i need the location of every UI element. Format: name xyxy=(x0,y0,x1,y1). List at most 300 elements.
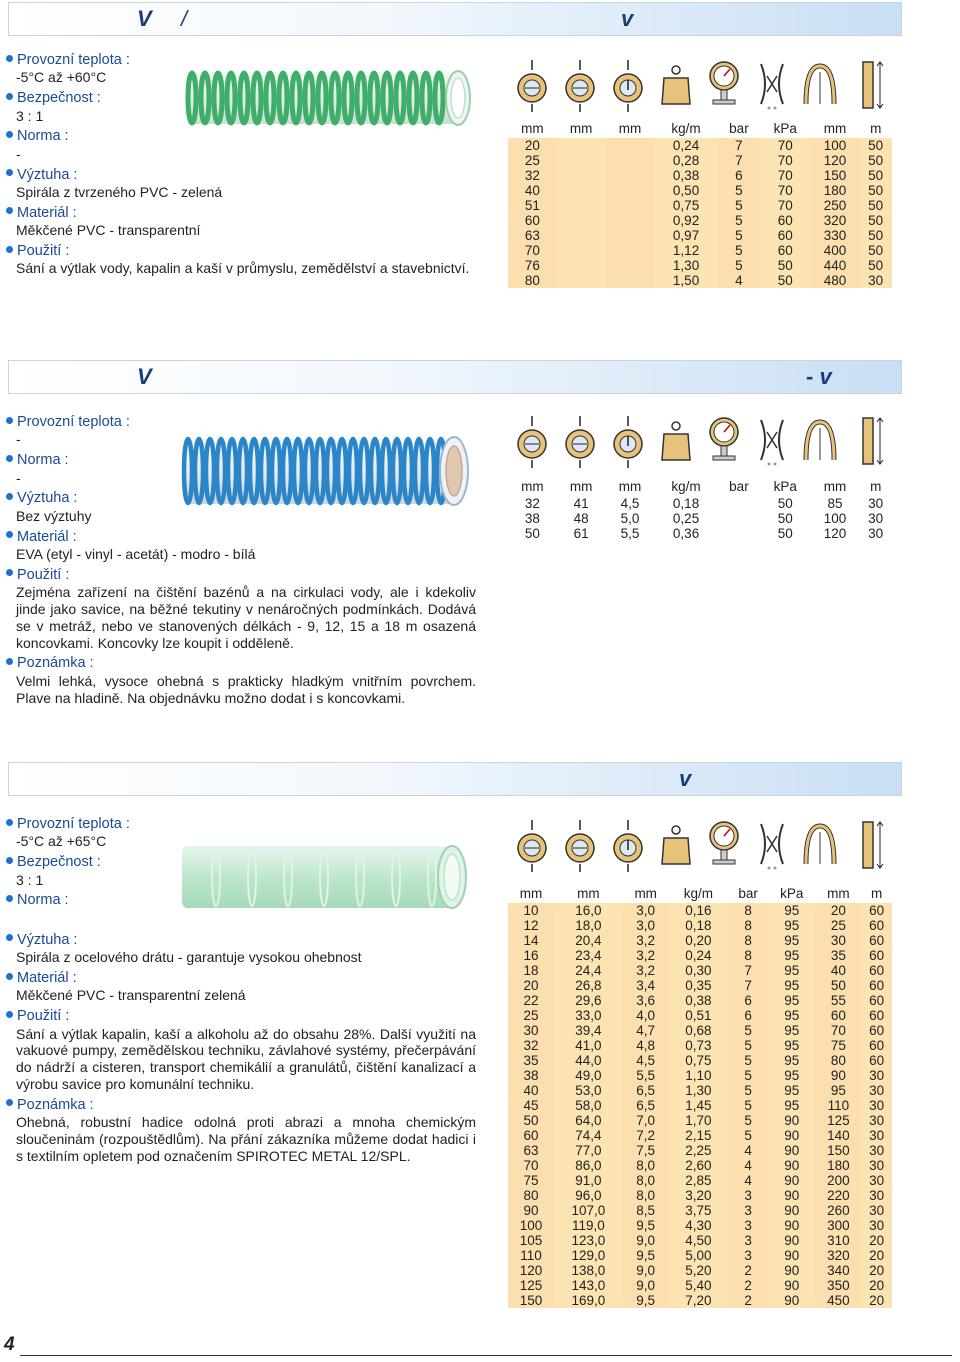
table-cell: 30 xyxy=(861,1143,892,1158)
table-cell: 8,0 xyxy=(623,1173,669,1188)
table-cell: 330 xyxy=(811,228,860,243)
table-cell: 32 xyxy=(508,1038,554,1053)
section-1-title-left: V xyxy=(137,6,152,31)
table-cell: 60 xyxy=(508,213,557,228)
table-cell xyxy=(606,213,655,228)
table-cell: 0,28 xyxy=(654,153,717,168)
table-cell: 8,0 xyxy=(623,1188,669,1203)
table-cell: 5 xyxy=(728,1113,768,1128)
info-label: Materiál : xyxy=(6,529,476,546)
table-row xyxy=(508,1128,892,1143)
table-row xyxy=(508,1218,892,1233)
table-cell: 5 xyxy=(728,1083,768,1098)
table-cell: 169,0 xyxy=(554,1293,623,1308)
table-cell: 8 xyxy=(728,903,768,918)
table-cell: 3,2 xyxy=(623,933,669,948)
table-cell: 90 xyxy=(768,1158,815,1173)
table-cell: 4,7 xyxy=(623,1023,669,1038)
unit-header: bar xyxy=(729,120,749,136)
footer-divider xyxy=(20,1355,952,1356)
table-cell: 1,12 xyxy=(654,243,717,258)
table-cell: 180 xyxy=(815,1158,861,1173)
unit-header: mm xyxy=(569,120,593,136)
info-material xyxy=(6,205,486,239)
info-label: Provozní teplota : xyxy=(6,52,486,69)
table-cell: 7,2 xyxy=(623,1128,669,1143)
table-cell: 40 xyxy=(815,963,861,978)
table-row xyxy=(508,963,892,978)
table-cell: 200 xyxy=(815,1173,861,1188)
table-cell: 1,70 xyxy=(669,1113,729,1128)
table-cell: 41,0 xyxy=(554,1038,623,1053)
table-cell: 53,0 xyxy=(554,1083,623,1098)
table-row xyxy=(508,1083,892,1098)
table-cell: 32 xyxy=(508,168,557,183)
info-value: Bez výztuhy xyxy=(16,507,92,524)
wall-thickness-icon xyxy=(611,818,645,874)
table-cell: 400 xyxy=(811,243,860,258)
table-cell: 96,0 xyxy=(554,1188,623,1203)
table-cell: 95 xyxy=(768,1038,815,1053)
table-cell: 50 xyxy=(760,273,810,288)
table-cell: 20 xyxy=(508,138,557,153)
table-cell: 110 xyxy=(815,1098,861,1113)
section-1-header-band xyxy=(8,2,902,36)
table-cell: 90 xyxy=(768,1218,815,1233)
table-cell: 90 xyxy=(768,1263,815,1278)
table-cell: 50 xyxy=(859,243,892,258)
section-2-header-band xyxy=(8,360,902,394)
section-3-header-band xyxy=(8,762,902,796)
unit-header: m xyxy=(870,478,882,494)
table-cell: 5 xyxy=(728,1038,768,1053)
table-cell: 70 xyxy=(760,168,810,183)
table-cell: 5 xyxy=(728,1068,768,1083)
table-cell: 120 xyxy=(823,526,847,541)
table-cell: 5 xyxy=(728,1128,768,1143)
table-cell xyxy=(718,526,760,541)
table-cell: 20 xyxy=(508,978,554,993)
table-cell: 90 xyxy=(768,1233,815,1248)
table-row xyxy=(508,1188,892,1203)
table-cell: 3,0 xyxy=(623,903,669,918)
table-cell: 8,5 xyxy=(623,1203,669,1218)
table-cell: 32 xyxy=(524,496,540,511)
table-cell: 1,30 xyxy=(669,1083,729,1098)
table-row xyxy=(508,1293,892,1308)
unit-header: mm xyxy=(577,885,600,901)
table-cell: 22 xyxy=(508,993,554,1008)
table-cell xyxy=(557,228,606,243)
table-cell: 4,5 xyxy=(623,1053,669,1068)
table-cell: 60 xyxy=(861,963,892,978)
table-cell: 20 xyxy=(861,1278,892,1293)
table-cell: 95 xyxy=(768,978,815,993)
table-cell: 50 xyxy=(859,228,892,243)
table-row xyxy=(508,1278,892,1293)
info-value: - xyxy=(16,145,21,162)
unit-header: kg/m xyxy=(671,120,701,136)
table-cell xyxy=(718,511,760,526)
info-value: Spirála z ocelového drátu - garantuje vysokou ohebnost xyxy=(16,949,362,966)
table-cell: 0,20 xyxy=(669,933,729,948)
table-cell: 77,0 xyxy=(554,1143,623,1158)
table-cell: 50 xyxy=(859,138,892,153)
table-cell: 0,38 xyxy=(669,993,729,1008)
table-cell: 125 xyxy=(508,1278,554,1293)
table-cell: 95 xyxy=(768,1068,815,1083)
info-value: Měkčené PVC - transparentní xyxy=(16,222,201,239)
inner-diameter-icon xyxy=(515,414,549,470)
table-cell: 150 xyxy=(811,168,860,183)
table-cell: 3 xyxy=(728,1233,768,1248)
table-cell: 90 xyxy=(508,1203,554,1218)
table-cell xyxy=(557,183,606,198)
table-cell: 41 xyxy=(573,496,589,511)
table-cell: 180 xyxy=(811,183,860,198)
table-cell: 95 xyxy=(768,948,815,963)
table-cell: 105 xyxy=(508,1233,554,1248)
section-1-table xyxy=(508,118,892,288)
table-cell: 8 xyxy=(728,918,768,933)
bend-radius-icon xyxy=(803,414,837,470)
table-cell xyxy=(606,168,655,183)
table-row xyxy=(508,1173,892,1188)
table-cell: 7 xyxy=(728,978,768,993)
table-cell: 95 xyxy=(768,903,815,918)
table-cell: 25 xyxy=(815,918,861,933)
table-cell xyxy=(606,243,655,258)
table-cell xyxy=(557,198,606,213)
bend-radius-icon xyxy=(803,58,837,114)
table-cell xyxy=(557,213,606,228)
table-cell: 120 xyxy=(508,1263,554,1278)
table-cell: 58,0 xyxy=(554,1098,623,1113)
table-row xyxy=(508,1248,892,1263)
table-row xyxy=(508,526,892,541)
table-cell xyxy=(606,228,655,243)
blue-spiral-hose-image xyxy=(178,428,478,514)
table-cell: 50 xyxy=(777,526,793,541)
info-label: Poznámka : xyxy=(6,1097,476,1114)
table-cell: 50 xyxy=(859,168,892,183)
info-label: Provozní teplota : xyxy=(6,816,476,833)
table-cell: 5 xyxy=(728,1098,768,1113)
table-cell: 95 xyxy=(768,918,815,933)
table-cell: 75 xyxy=(508,1173,554,1188)
pressure-gauge-icon xyxy=(707,414,741,470)
table-cell: 60 xyxy=(861,1023,892,1038)
table-cell: 7,0 xyxy=(623,1113,669,1128)
info-label: Bezpečnost : xyxy=(6,854,476,871)
table-cell: 50 xyxy=(508,1113,554,1128)
table-cell: 125 xyxy=(815,1113,861,1128)
table-cell: 5,40 xyxy=(669,1278,729,1293)
table-cell: 30 xyxy=(868,526,884,541)
table-cell: 49,0 xyxy=(554,1068,623,1083)
table-cell: 20,4 xyxy=(554,933,623,948)
table-cell: 5 xyxy=(728,1023,768,1038)
table-row xyxy=(508,903,892,918)
table-cell: 4 xyxy=(728,1173,768,1188)
table-cell: 30 xyxy=(861,1113,892,1128)
table-cell: 4,0 xyxy=(623,1008,669,1023)
table-cell: 0,92 xyxy=(654,213,717,228)
table-cell xyxy=(606,198,655,213)
table-cell: 8,0 xyxy=(623,1158,669,1173)
table-cell: 120 xyxy=(811,153,860,168)
table-cell xyxy=(718,496,760,511)
info-label: Norma : xyxy=(6,128,486,145)
unit-header: mm xyxy=(569,478,593,494)
table-cell: 45 xyxy=(508,1098,554,1113)
table-row xyxy=(508,1158,892,1173)
info-label: Výztuha : xyxy=(6,490,476,507)
outer-diameter-icon xyxy=(563,818,597,874)
table-cell: 60 xyxy=(760,228,810,243)
table-cell xyxy=(557,243,606,258)
table-cell: 2 xyxy=(728,1263,768,1278)
info-value: Měkčené PVC - transparentní zelená xyxy=(16,987,246,1004)
table-cell xyxy=(606,273,655,288)
table-cell: 90 xyxy=(768,1293,815,1308)
info-label: Materiál : xyxy=(6,970,476,987)
table-cell xyxy=(606,183,655,198)
table-cell: 95 xyxy=(768,1008,815,1023)
table-cell: 4,8 xyxy=(623,1038,669,1053)
table-cell: 20 xyxy=(815,903,861,918)
table-cell: 3 xyxy=(728,1248,768,1263)
table-cell: 0,36 xyxy=(672,526,700,541)
table-cell: 50 xyxy=(815,978,861,993)
table-cell: 14 xyxy=(508,933,554,948)
table-cell: 75 xyxy=(815,1038,861,1053)
table-row xyxy=(508,168,892,183)
info-value: Ohebná, robustní hadice odolná proti abrazi a mnoha chemickým sloučeninám (rozpouštědlům). Na přání zákazníka můžeme dodat hadici i s textilním opletem pod označením SPIROTEC METAL 12/SPL. xyxy=(16,1114,476,1164)
table-cell: 4,5 xyxy=(620,496,640,511)
info-label: Výztuha : xyxy=(6,932,476,949)
table-cell: 2 xyxy=(728,1278,768,1293)
table-cell: 95 xyxy=(768,1098,815,1113)
table-cell: 4,30 xyxy=(669,1218,729,1233)
table-cell: 6 xyxy=(728,993,768,1008)
table-cell: 95 xyxy=(768,933,815,948)
info-value: -5°C až +60°C xyxy=(16,69,107,86)
section-1-title-slash: / xyxy=(181,6,188,31)
table-cell: 16,0 xyxy=(554,903,623,918)
table-row xyxy=(508,1053,892,1068)
section-1-icon-row xyxy=(510,58,890,118)
table-cell: 95 xyxy=(768,963,815,978)
table-cell: 4,50 xyxy=(669,1233,729,1248)
table-cell: 95 xyxy=(768,1053,815,1068)
table-cell: 60 xyxy=(861,1053,892,1068)
table-cell: 30 xyxy=(508,1023,554,1038)
pressure-gauge-icon xyxy=(707,58,741,114)
info-value: - xyxy=(16,469,21,486)
table-cell: 150 xyxy=(815,1143,861,1158)
table-cell: 76 xyxy=(508,258,557,273)
table-cell: 3,75 xyxy=(669,1203,729,1218)
info-value: - xyxy=(16,431,21,448)
table-cell: 320 xyxy=(815,1248,861,1263)
table-cell: 63 xyxy=(508,1143,554,1158)
table-cell: 2,85 xyxy=(669,1173,729,1188)
table-cell: 5 xyxy=(718,228,760,243)
table-cell: 150 xyxy=(508,1293,554,1308)
table-cell: 0,18 xyxy=(672,496,700,511)
table-row xyxy=(508,1203,892,1218)
table-cell: 107,0 xyxy=(554,1203,623,1218)
table-cell: 0,30 xyxy=(669,963,729,978)
table-cell: 4 xyxy=(718,273,760,288)
table-row xyxy=(508,1068,892,1083)
table-cell: 0,38 xyxy=(654,168,717,183)
table-cell: 95 xyxy=(768,1083,815,1098)
table-cell: 10 xyxy=(508,903,554,918)
table-cell: 5,00 xyxy=(669,1248,729,1263)
table-cell: 63 xyxy=(508,228,557,243)
table-cell: 480 xyxy=(811,273,860,288)
table-cell: 30 xyxy=(859,273,892,288)
weight-icon xyxy=(659,414,693,470)
table-cell: 5 xyxy=(718,213,760,228)
unit-header: kPa xyxy=(780,885,804,901)
table-cell: 6,5 xyxy=(623,1083,669,1098)
table-cell: 1,30 xyxy=(654,258,717,273)
table-cell: 60 xyxy=(508,1128,554,1143)
inner-diameter-icon xyxy=(515,58,549,114)
table-cell: 38 xyxy=(508,1068,554,1083)
table-cell: 23,4 xyxy=(554,948,623,963)
vacuum-icon xyxy=(755,414,789,470)
table-cell: 5,5 xyxy=(623,1068,669,1083)
table-cell: 70 xyxy=(760,198,810,213)
table-cell xyxy=(557,168,606,183)
table-cell: 0,51 xyxy=(669,1008,729,1023)
table-cell: 20 xyxy=(861,1233,892,1248)
table-row xyxy=(508,258,892,273)
table-cell: 50 xyxy=(859,153,892,168)
table-cell: 2,15 xyxy=(669,1128,729,1143)
table-cell: 90 xyxy=(768,1278,815,1293)
table-cell: 30 xyxy=(815,933,861,948)
table-cell: 7 xyxy=(718,153,760,168)
section-3-table xyxy=(508,883,892,1308)
table-cell: 7 xyxy=(718,138,760,153)
table-cell: 80 xyxy=(508,1188,554,1203)
table-cell: 26,8 xyxy=(554,978,623,993)
green-transparent-hose-image xyxy=(176,836,476,916)
table-row xyxy=(508,1008,892,1023)
table-row xyxy=(508,1023,892,1038)
table-cell: 12 xyxy=(508,918,554,933)
table-row xyxy=(508,273,892,288)
table-cell: 95 xyxy=(768,993,815,1008)
table-cell: 310 xyxy=(815,1233,861,1248)
unit-header: bar xyxy=(729,478,749,494)
info-label: Norma : xyxy=(6,452,476,469)
table-cell: 0,50 xyxy=(654,183,717,198)
table-cell: 6 xyxy=(728,1008,768,1023)
info-value: 3 : 1 xyxy=(16,107,44,124)
info-label: Norma : xyxy=(6,892,476,909)
section-2-title-left: V xyxy=(137,364,152,389)
table-cell: 30 xyxy=(861,1203,892,1218)
length-icon xyxy=(851,818,885,874)
table-cell: 9,0 xyxy=(623,1263,669,1278)
table-row xyxy=(508,1143,892,1158)
table-cell: 30 xyxy=(861,1083,892,1098)
table-cell: 50 xyxy=(859,258,892,273)
table-cell: 50 xyxy=(524,526,540,541)
outer-diameter-icon xyxy=(563,58,597,114)
table-cell: 1,10 xyxy=(669,1068,729,1083)
table-cell: 55 xyxy=(815,993,861,1008)
table-cell: 9,5 xyxy=(623,1293,669,1308)
table-row xyxy=(508,153,892,168)
table-cell: 86,0 xyxy=(554,1158,623,1173)
table-row xyxy=(508,511,892,526)
table-cell: 8 xyxy=(728,948,768,963)
unit-header: mm xyxy=(823,120,847,136)
table-cell: 60 xyxy=(861,948,892,963)
table-cell: 35 xyxy=(508,1053,554,1068)
table-cell: 110 xyxy=(508,1248,554,1263)
table-cell: 30 xyxy=(861,1068,892,1083)
table-cell: 20 xyxy=(861,1293,892,1308)
table-cell: 80 xyxy=(815,1053,861,1068)
table-units-row xyxy=(508,118,892,138)
table-cell: 9,5 xyxy=(623,1248,669,1263)
table-cell: 50 xyxy=(859,183,892,198)
table-cell: 3 xyxy=(728,1218,768,1233)
table-cell: 140 xyxy=(815,1128,861,1143)
inner-diameter-icon xyxy=(515,818,549,874)
pressure-gauge-icon xyxy=(707,818,741,874)
table-cell: 3,20 xyxy=(669,1188,729,1203)
table-cell: 0,16 xyxy=(669,903,729,918)
table-cell: 340 xyxy=(815,1263,861,1278)
table-cell: 0,18 xyxy=(669,918,729,933)
table-row xyxy=(508,933,892,948)
table-cell: 9,0 xyxy=(623,1233,669,1248)
table-cell: 64,0 xyxy=(554,1113,623,1128)
unit-header: kg/m xyxy=(671,478,701,494)
table-cell: 60 xyxy=(861,933,892,948)
table-cell: 90 xyxy=(768,1173,815,1188)
info-value: -5°C až +65°C xyxy=(16,833,107,850)
table-cell: 95 xyxy=(815,1083,861,1098)
table-cell: 60 xyxy=(760,243,810,258)
unit-header: mm xyxy=(521,478,544,494)
length-icon xyxy=(851,414,885,470)
table-cell: 50 xyxy=(859,213,892,228)
unit-header: bar xyxy=(738,885,758,901)
page-number: 4 xyxy=(4,1334,15,1355)
section-2-icon-row xyxy=(510,414,890,474)
table-cell: 24,4 xyxy=(554,963,623,978)
section-2-title-right: - v xyxy=(806,364,832,389)
table-cell: 50 xyxy=(760,258,810,273)
table-cell: 5 xyxy=(718,243,760,258)
table-row xyxy=(508,183,892,198)
table-cell: 25 xyxy=(508,153,557,168)
table-row xyxy=(508,496,892,511)
info-label: Provozní teplota : xyxy=(6,414,476,431)
table-cell: 7,20 xyxy=(669,1293,729,1308)
table-cell: 30 xyxy=(868,496,884,511)
